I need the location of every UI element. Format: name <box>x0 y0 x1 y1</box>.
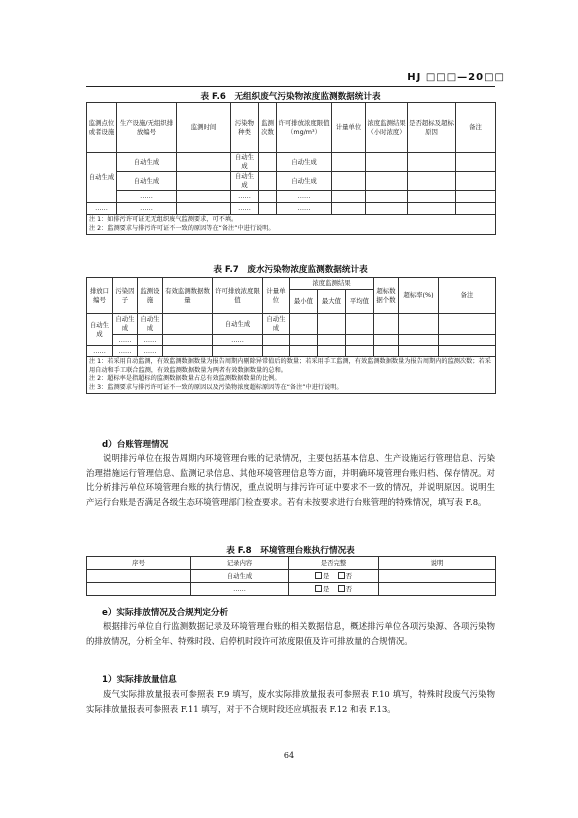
table-cell: …… <box>138 335 163 346</box>
column-header: 排放口编号 <box>87 278 113 314</box>
table-note: 注 1：如排污许可证无无组织废气监测要求，可不填。 <box>89 216 238 223</box>
column-header: 许可排放浓度限值 <box>213 278 263 314</box>
table-row <box>87 583 496 596</box>
no-checkbox[interactable] <box>338 572 345 579</box>
table-cell: 自动生成 <box>231 153 259 172</box>
table-cell: …… <box>277 191 332 203</box>
row-group-cell: 自动生成 <box>87 314 113 346</box>
table-f8-header-row <box>87 557 496 570</box>
yes-checkbox[interactable] <box>315 572 322 579</box>
table-row <box>87 153 496 172</box>
header-rule <box>86 86 495 87</box>
table-cell: 自动生成 <box>213 314 263 335</box>
section-d-title: d）台账管理情况 <box>102 440 169 450</box>
no-checkbox[interactable] <box>338 585 345 592</box>
section-d-paragraph: 说明排污单位在报告周期内环境管理台账的记录情况，主要包括基本信息、生产设施运行管理信息、污染治理措施运行管理信息、监测记录信息、其他环境管理信息等方面，并明确环境管理台账归档、保存情况。对比分析排污单位环境管理台账的执行情况，重点说明与排污许可证中要求不一致的情况，并说明原因。说明生产运行台账是否满足各级生态环境管理部门检查要求。若有未按要求进行台账管理的特殊情况，填写表 F.8。 <box>86 453 495 507</box>
table-notes <box>87 215 496 235</box>
column-header: 监测次数 <box>259 103 277 153</box>
table-cell: …… <box>117 191 177 203</box>
column-header: 计量单位 <box>332 103 366 153</box>
column-subheader: 最大值 <box>318 290 346 314</box>
section-e-title: e）实际排放情况及合规判定分析 <box>102 608 229 618</box>
table-cell: …… <box>87 346 113 357</box>
no-label: 否 <box>345 571 352 580</box>
column-header: 许可排放浓度限值（mg/m³） <box>277 103 332 153</box>
table-note: 注 1：若采用自动监测，有效监测数据数量为报告周期内剔除异常值后的数量；若采用手工监测，有效监测数据数量为报告周期内的监测次数；若采用自动和手工联合监测，有效监测数据数量为两者有效数据数量的总和。 <box>89 358 491 374</box>
table-cell: …… <box>231 203 259 215</box>
table-cell: …… <box>277 203 332 215</box>
table-cell: 自动生成 <box>191 570 289 583</box>
table-cell: 自动生成 <box>117 172 177 191</box>
yes-checkbox[interactable] <box>315 585 322 592</box>
table-cell <box>259 153 277 172</box>
table-note-row <box>87 357 496 394</box>
table-row <box>87 203 496 215</box>
completeness-cell <box>289 583 379 596</box>
table-note: 注 2：监测要求与排污许可证不一致的原因等在“备注”中进行说明。 <box>89 224 275 232</box>
column-header: 污染物种类 <box>231 103 259 153</box>
column-header: 说明 <box>379 557 496 570</box>
column-header: 浓度监测结果（小时浓度） <box>366 103 408 153</box>
table-cell: 自动生成 <box>117 153 177 172</box>
section-e1-paragraph: 废气实际排放量报表可参照表 F.9 填写，废水实际排放量报表可参照表 F.10 填写，特殊时段废气污染物实际排放量报表可参照表 F.11 填写，对于不合规时段还应填报表 F.12 和表 F.13。 <box>86 689 495 714</box>
table-row <box>87 314 496 335</box>
table-f8-caption: 表 F.8 环境管理台账执行情况表 <box>226 546 355 556</box>
column-header: 监测设施 <box>138 278 163 314</box>
column-header: 浓度监测结果 <box>290 278 374 290</box>
completeness-cell <box>289 570 379 583</box>
column-header: 监测点位或者设施 <box>87 103 117 153</box>
column-header: 计量单位 <box>263 278 290 314</box>
yes-label: 是 <box>323 571 330 580</box>
table-row <box>87 172 496 191</box>
table-cell: …… <box>191 583 289 596</box>
table-cell: 自动生成 <box>138 314 163 335</box>
column-header: 序号 <box>87 557 191 570</box>
table-f7-caption: 表 F.7 废水污染物浓度监测数据统计表 <box>213 265 368 275</box>
yes-label: 是 <box>323 584 330 593</box>
row-group-cell: 自动生成 <box>87 153 117 203</box>
section-e1-body <box>86 687 495 716</box>
column-header: 监测时间 <box>177 103 231 153</box>
section-e1-title: 1）实际排放量信息 <box>102 675 177 685</box>
table-cell <box>177 153 231 172</box>
table-f6-header-row <box>87 103 496 153</box>
table-cell: …… <box>231 191 259 203</box>
table-cell: 自动生成 <box>263 314 290 335</box>
column-header: 有效监测数据数量 <box>163 278 213 314</box>
table-f8 <box>86 556 496 596</box>
column-subheader: 最小值 <box>290 290 318 314</box>
table-cell: 自动生成 <box>277 172 332 191</box>
table-cell: …… <box>113 346 138 357</box>
column-header: 是否完整 <box>289 557 379 570</box>
table-row <box>87 570 496 583</box>
column-header: 备注 <box>439 278 496 314</box>
table-note: 注 3：监测要求与排污许可证不一致的原因以及污染物浓度超标原因等在“备注”中进行说明。 <box>89 383 343 391</box>
table-cell: …… <box>113 335 138 346</box>
table-cell: …… <box>117 203 177 215</box>
column-header: 备注 <box>456 103 496 153</box>
column-header: 超标率(%) <box>399 278 439 314</box>
section-d-body <box>86 451 495 509</box>
section-e-body <box>86 619 495 648</box>
table-cell: …… <box>87 203 117 215</box>
table-note-row <box>87 215 496 235</box>
table-cell: 自动生成 <box>277 153 332 172</box>
table-row <box>87 191 496 203</box>
column-header: 记录内容 <box>191 557 289 570</box>
column-header: 污染因子 <box>113 278 138 314</box>
column-header: 是否超标及超标原因 <box>408 103 456 153</box>
table-cell: …… <box>213 335 263 346</box>
table-notes <box>87 357 496 394</box>
section-e-paragraph: 根据排污单位自行监测数据记录及环境管理台账的相关数据信息，概述排污单位各项污染源、各项污染物的排放情况，分析全年、特殊时段、启停机时段许可浓度限值及许可排放量的合规情况。 <box>86 621 495 646</box>
no-label: 否 <box>345 584 352 593</box>
page-number: 64 <box>283 751 295 760</box>
table-cell: 自动生成 <box>231 172 259 191</box>
table-f6 <box>86 102 496 235</box>
table-note: 注 2：超标率是指超标的监测数据数量占总有效监测数据数量的比例。 <box>89 375 281 383</box>
table-f7-header-row <box>87 278 496 290</box>
table-row <box>87 335 496 346</box>
document-code: HJ □□□—20□□ <box>407 72 505 83</box>
column-header: 生产设施/无组织排放编号 <box>117 103 177 153</box>
table-row <box>87 346 496 357</box>
column-header: 超标数据个数 <box>374 278 399 314</box>
column-subheader: 平均值 <box>346 290 374 314</box>
table-f6-caption: 表 F.6 无组织废气污染物浓度监测数据统计表 <box>200 92 381 102</box>
table-cell: 自动生成 <box>113 314 138 335</box>
table-cell: …… <box>138 346 163 357</box>
table-f7 <box>86 277 496 394</box>
